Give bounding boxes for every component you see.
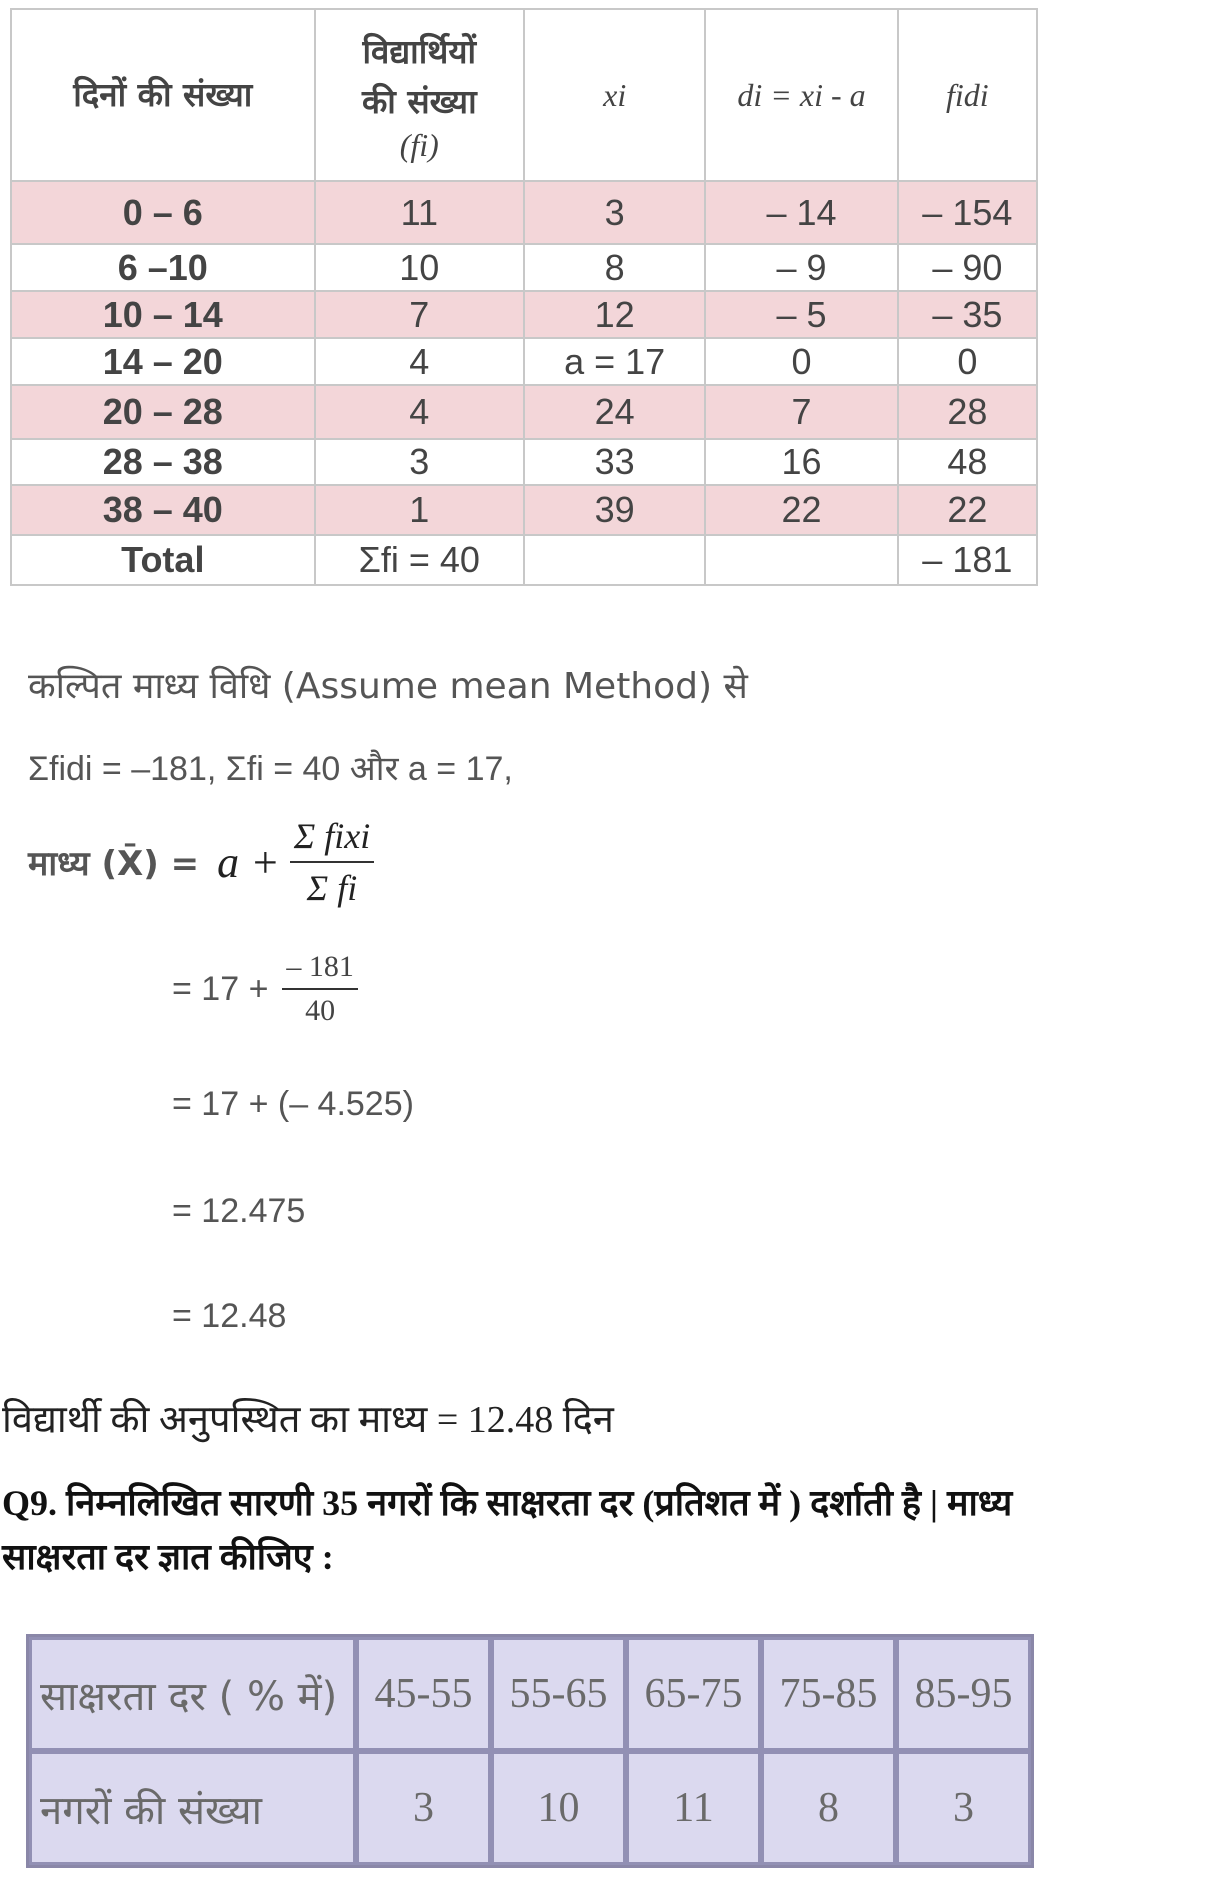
total-x [524, 535, 705, 585]
fd-cell: – 154 [898, 181, 1037, 244]
mean-formula [28, 815, 374, 909]
table-header-row [11, 9, 1037, 181]
fd-cell: – 90 [898, 244, 1037, 291]
class-cell: 6 –10 [11, 244, 315, 291]
x-cell: 33 [524, 439, 705, 485]
class-cell: 20 – 28 [11, 385, 315, 439]
header-days: दिनों की संख्या [11, 9, 315, 181]
range-cell: 55-65 [491, 1637, 626, 1751]
table-row [11, 181, 1037, 244]
x-cell: 39 [524, 485, 705, 535]
total-freq: Σfi = 40 [315, 535, 524, 585]
freq-cell: 11 [315, 181, 524, 244]
city-count-row [29, 1751, 1031, 1865]
step1 [172, 950, 358, 1028]
freq-cell: 4 [315, 338, 524, 385]
fd-cell: 0 [898, 338, 1037, 385]
class-cell: 38 – 40 [11, 485, 315, 535]
freq-cell: 3 [315, 439, 524, 485]
frequency-table [10, 8, 1038, 586]
range-cell: 75-85 [761, 1637, 896, 1751]
step1-numerator: – 181 [282, 950, 358, 990]
fd-cell: – 35 [898, 291, 1037, 338]
d-cell: 0 [705, 338, 897, 385]
count-cell: 8 [761, 1751, 896, 1865]
table-row [11, 385, 1037, 439]
count-cell: 10 [491, 1751, 626, 1865]
header-di: di = xi - a [705, 9, 897, 181]
count-cell: 3 [896, 1751, 1031, 1865]
range-cell: 65-75 [626, 1637, 761, 1751]
d-cell: – 14 [705, 181, 897, 244]
mean-a: a + [217, 837, 280, 887]
header-fidi: fidi [898, 9, 1037, 181]
mean-fraction [290, 815, 374, 909]
x-cell: 8 [524, 244, 705, 291]
class-cell: 14 – 20 [11, 338, 315, 385]
total-d [705, 535, 897, 585]
method-line: कल्पित माध्य विधि (Assume mean Method) से [28, 666, 748, 707]
x-cell: 12 [524, 291, 705, 338]
step3: = 12.475 [172, 1192, 306, 1230]
header-students: विद्यार्थियों की संख्या (fi) [315, 9, 524, 181]
step4: = 12.48 [172, 1297, 287, 1335]
mean-numerator: Σ fixi [290, 815, 374, 863]
literacy-rate-label: साक्षरता दर ( % में) [29, 1637, 356, 1751]
total-fd: – 181 [898, 535, 1037, 585]
freq-cell: 7 [315, 291, 524, 338]
class-cell: 28 – 38 [11, 439, 315, 485]
range-cell: 85-95 [896, 1637, 1031, 1751]
sums-line: Σfidi = –181, Σfi = 40 और a = 17, [28, 750, 513, 788]
mean-denominator: Σ fi [306, 868, 358, 908]
freq-cell: 1 [315, 485, 524, 535]
d-cell: 7 [705, 385, 897, 439]
class-cell: 10 – 14 [11, 291, 315, 338]
literacy-range-row [29, 1637, 1031, 1751]
d-cell: – 9 [705, 244, 897, 291]
table-row [11, 338, 1037, 385]
table-row [11, 244, 1037, 291]
count-cell: 3 [356, 1751, 491, 1865]
question-line-2: साक्षरता दर ज्ञात कीजिए : [2, 1537, 334, 1577]
mean-label: माध्य (X̄) = [28, 844, 200, 884]
d-cell: 16 [705, 439, 897, 485]
step1-denominator: 40 [305, 994, 336, 1027]
conclusion: विद्यार्थी की अनुपस्थित का माध्य = 12.48 दिन [2, 1399, 614, 1441]
step1-prefix: = 17 + [172, 969, 269, 1008]
fd-cell: 28 [898, 385, 1037, 439]
d-cell: 22 [705, 485, 897, 535]
step1-fraction [282, 950, 358, 1028]
class-cell: 0 – 6 [11, 181, 315, 244]
freq-cell: 4 [315, 385, 524, 439]
header-xi: xi [524, 9, 705, 181]
city-count-label: नगरों की संख्या [29, 1751, 356, 1865]
freq-cell: 10 [315, 244, 524, 291]
total-row [11, 535, 1037, 585]
d-cell: – 5 [705, 291, 897, 338]
x-cell: a = 17 [524, 338, 705, 385]
x-cell: 3 [524, 181, 705, 244]
table-row [11, 291, 1037, 338]
literacy-table [26, 1634, 1034, 1868]
question-line-1: Q9. निम्नलिखित सारणी 35 नगरों कि साक्षरता दर (प्रतिशत में ) दर्शाती है | माध्य [2, 1483, 1013, 1523]
total-label: Total [11, 535, 315, 585]
fd-cell: 22 [898, 485, 1037, 535]
range-cell: 45-55 [356, 1637, 491, 1751]
table-row [11, 439, 1037, 485]
x-cell: 24 [524, 385, 705, 439]
count-cell: 11 [626, 1751, 761, 1865]
fd-cell: 48 [898, 439, 1037, 485]
table-row [11, 485, 1037, 535]
step2: = 17 + (– 4.525) [172, 1085, 414, 1123]
